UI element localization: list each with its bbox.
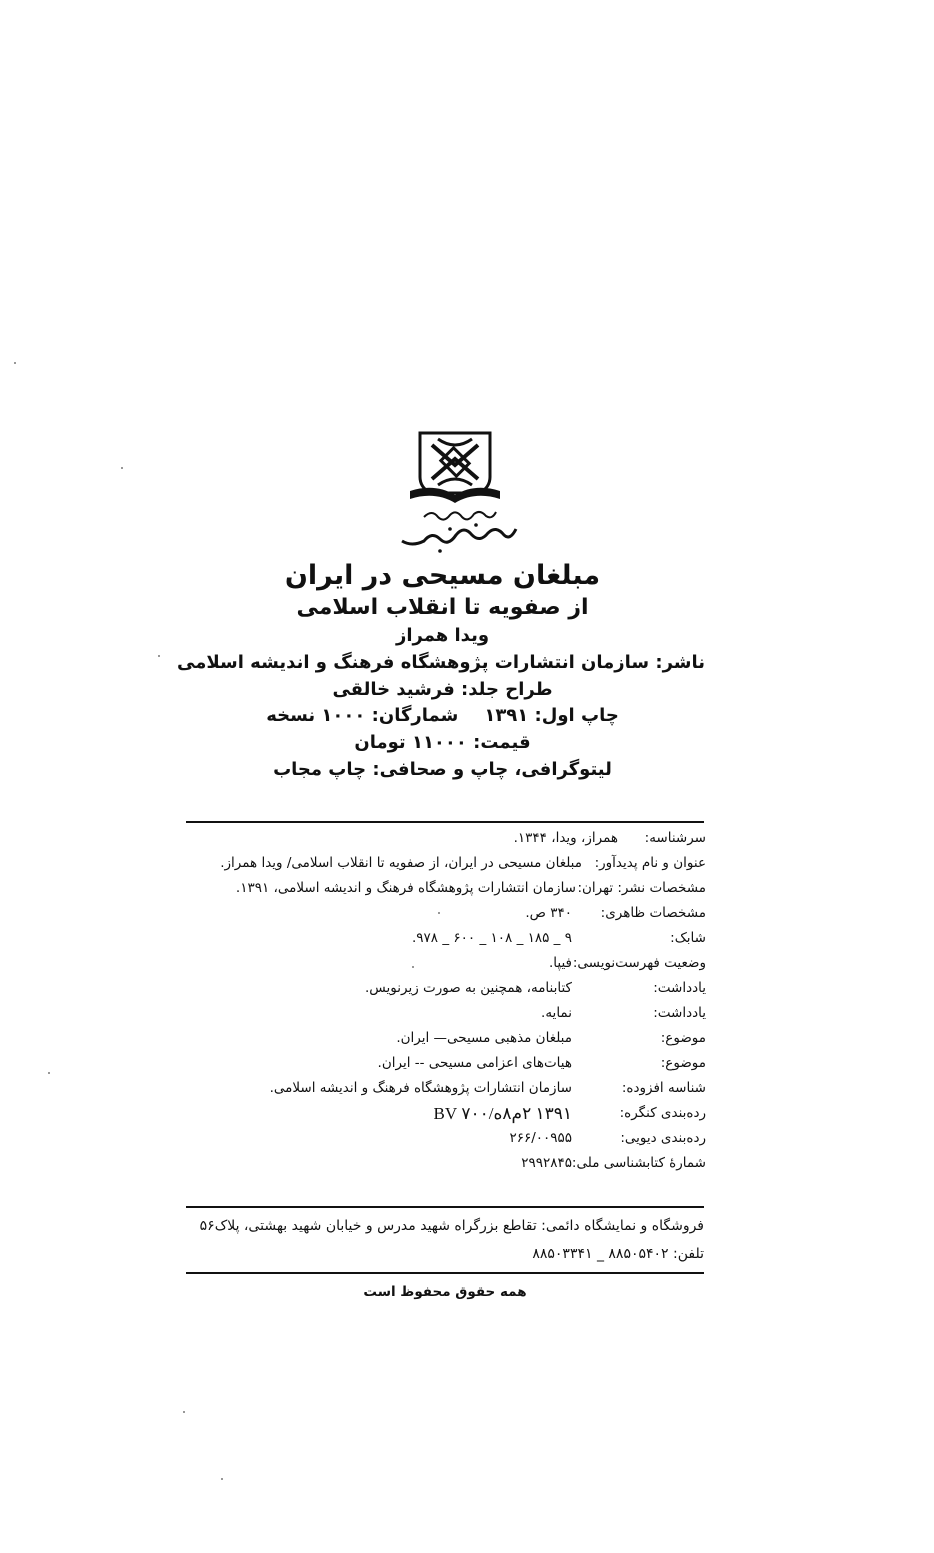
catalog-row bbox=[186, 1101, 706, 1126]
title-block bbox=[177, 560, 705, 780]
catalog-row bbox=[186, 926, 706, 951]
divider-bottom bbox=[186, 1272, 704, 1274]
catalog-label: شمارهٔ کتابشناسی ملی: bbox=[571, 1155, 706, 1171]
catalog-row bbox=[186, 1001, 706, 1026]
catalog-label: یادداشت: bbox=[653, 980, 706, 996]
edition-circulation-line bbox=[180, 706, 705, 727]
catalog-value: مبلغان مسیحی در ایران، از صفویه تا انقلاب اسلامی/ ویدا همراز. bbox=[220, 855, 582, 871]
catalog-value: همراز، ویدا، ۱۳۴۴. bbox=[513, 830, 618, 846]
catalog-row bbox=[186, 976, 706, 1001]
publisher-logo bbox=[380, 425, 530, 555]
circulation-text: شمارگان: ۱۰۰۰ نسخه bbox=[266, 705, 459, 727]
catalog-label: موضوع: bbox=[660, 1030, 706, 1046]
scan-speck bbox=[412, 966, 414, 968]
catalog-label: مشخصات نشر: تهران: bbox=[577, 880, 706, 896]
book-title: مبلغان مسیحی در ایران bbox=[284, 560, 601, 591]
divider-top bbox=[186, 821, 704, 823]
catalog-value: هیات‌های اعزامی مسیحی -- ایران. bbox=[377, 1055, 572, 1071]
catalog-label: شناسه افزوده: bbox=[621, 1080, 706, 1096]
divider-middle bbox=[186, 1206, 704, 1208]
catalog-row bbox=[186, 1076, 706, 1101]
catalog-label: رده‌بندی کنگره: bbox=[619, 1105, 706, 1121]
catalog-value: ۹ _ ۱۸۵ _ ۱۰۸ _ ۶۰۰ _ ۹۷۸. bbox=[412, 930, 572, 946]
catalog-value: ۱۳۹۱ ۲م۸ه/۷۰۰ BV bbox=[433, 1104, 572, 1123]
catalog-label: عنوان و نام پدیدآور: bbox=[594, 855, 706, 871]
catalog-value: ۳۴۰ ص. bbox=[525, 905, 572, 921]
catalog-value: ۲۶۶/۰۰۹۵۵ bbox=[509, 1130, 572, 1146]
store-info bbox=[186, 1212, 704, 1268]
catalog-label: مشخصات ظاهری: bbox=[600, 905, 706, 921]
institute-knot-emblem-icon bbox=[380, 425, 530, 555]
catalog-row bbox=[186, 1051, 706, 1076]
catalog-value: فیپا. bbox=[548, 955, 572, 971]
printing-line: لیتوگرافی، چاپ و صحافی: چاپ مجاب bbox=[273, 758, 612, 780]
catalog-label: رده‌بندی دیویی: bbox=[620, 1130, 706, 1146]
publisher-line: ناشر: سازمان انتشارات پژوهشگاه فرهنگ و اندیشه اسلامی bbox=[177, 652, 705, 674]
catalog-value: سازمان انتشارات پژوهشگاه فرهنگ و اندیشه اسلامی. bbox=[269, 1080, 572, 1096]
scan-speck bbox=[158, 655, 160, 657]
catalog-value: ۲۹۹۲۸۴۵ bbox=[521, 1155, 572, 1171]
scan-speck bbox=[121, 467, 123, 469]
catalog-row bbox=[186, 1151, 706, 1176]
catalog-row bbox=[186, 1026, 706, 1051]
catalog-row bbox=[186, 951, 706, 976]
catalog-value: کتابنامه، همچنین به صورت زیرنویس. bbox=[365, 980, 572, 996]
price-line: قیمت: ۱۱۰۰۰ تومان bbox=[354, 732, 531, 754]
scan-speck bbox=[48, 1072, 50, 1074]
catalog-row bbox=[186, 1126, 706, 1151]
book-subtitle: از صفویه تا انقلاب اسلامی bbox=[296, 595, 589, 621]
catalog-row bbox=[186, 826, 706, 851]
cover-designer-line: طراح جلد: فرشید خالقی bbox=[332, 678, 553, 700]
catalog-value: نمایه. bbox=[541, 1005, 572, 1021]
store-phone: تلفن: ۸۸۵۰۵۴۰۲ _ ۸۸۵۰۳۳۴۱ bbox=[532, 1246, 704, 1262]
catalog-row bbox=[186, 851, 706, 876]
scan-speck bbox=[438, 912, 440, 914]
cataloging-data bbox=[186, 826, 706, 1176]
scan-speck bbox=[14, 362, 16, 364]
catalog-label: موضوع: bbox=[660, 1055, 706, 1071]
catalog-value: سازمان انتشارات پژوهشگاه فرهنگ و اندیشه اسلامی، ۱۳۹۱. bbox=[235, 880, 576, 896]
scan-speck bbox=[183, 1411, 185, 1413]
store-address: فروشگاه و نمایشگاه دائمی: تقاطع بزرگراه شهید مدرس و خیابان شهید بهشتی، پلاک۵۶ bbox=[199, 1218, 704, 1234]
catalog-value: مبلغان مذهبی مسیحی— ایران. bbox=[396, 1030, 572, 1046]
scan-speck bbox=[221, 1478, 223, 1480]
catalog-label: وضعیت فهرست‌نویسی: bbox=[572, 955, 706, 971]
catalog-label: سرشناسه: bbox=[644, 830, 706, 846]
catalog-row bbox=[186, 876, 706, 901]
book-author: ویدا همراز bbox=[395, 625, 490, 647]
catalog-label: یادداشت: bbox=[653, 1005, 706, 1021]
catalog-row bbox=[186, 901, 706, 926]
all-rights-reserved: همه حقوق محفوظ است bbox=[363, 1284, 527, 1300]
catalog-label: شابک: bbox=[670, 930, 706, 946]
edition-text: چاپ اول: ۱۳۹۱ bbox=[484, 705, 619, 727]
